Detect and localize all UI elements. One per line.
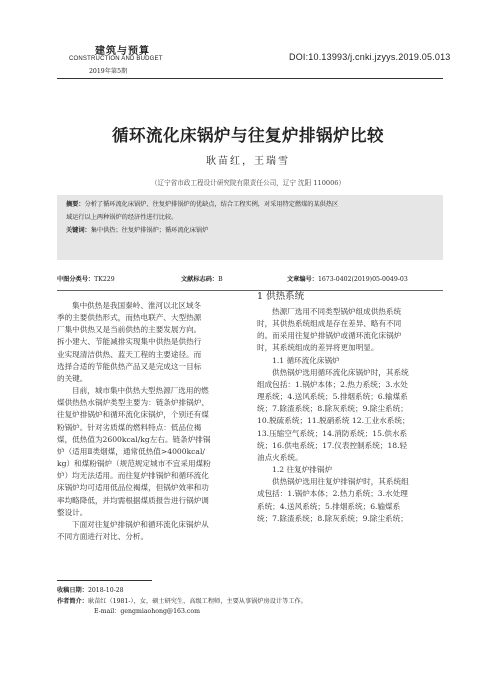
body-line: 整设计。: [57, 507, 88, 517]
body-line: 炉）均无法适用。而往复炉排锅炉和循环流化: [57, 471, 209, 481]
subsection-heading: 1.1 循环流化床锅炉: [272, 355, 340, 365]
doi-label: DOI:10.13993/j.cnki.jzyys.2019.05.013: [289, 52, 451, 62]
body-line: 供热锅炉选用循环流化床锅炉时，其系统: [272, 367, 409, 377]
body-line: 油点火系统。: [257, 452, 303, 462]
doc-code-field: [181, 274, 223, 283]
article-no-field: [287, 274, 408, 283]
journal-name-en: CONSTRUCTION AND BUDGET: [69, 56, 163, 62]
body-line: 集中供热是我国秦岭、淮河以北区域冬: [72, 301, 202, 310]
author-affiliation: （辽宁省市政工程设计研究院有限责任公司，辽宁 沈阳 110006）: [150, 179, 346, 187]
body-line: kg）和煤粉锅炉（规范规定城市不宜采用煤粉: [57, 459, 211, 469]
clc-label: 中图分类号：: [57, 276, 95, 283]
body-line: 时，其系统组成的差异将更加明显。: [257, 343, 379, 353]
body-line: 13.压缩空气系统；14.消防系统；15.供水系: [257, 428, 408, 438]
body-line: 理系统；4.送风系统；5.排烟系统；6.输煤系: [257, 392, 408, 402]
keywords-text: 集中供热；往复炉排锅炉；循环流化床锅炉: [90, 227, 209, 234]
clc-value: TK229: [94, 276, 115, 283]
body-line: 率均略降低，并均需根据煤质报告进行锅炉调: [57, 495, 209, 505]
body-column-left: [57, 300, 247, 543]
received-date: 2018-10-28: [87, 587, 124, 594]
body-line: 季的主要供热形式，而热电联产、大型热源: [57, 313, 202, 323]
subsection-heading: 1.2 往复炉排锅炉: [272, 465, 333, 475]
author-bio-label: 作者简介：: [57, 597, 88, 605]
article-no-value: 1673-0402(2019)05-0049-03: [317, 276, 408, 283]
author-bio: 耿苗红（1981-），女，硕士研究生，高级工程师，主要从事锅炉房设计等工作。: [87, 597, 307, 605]
body-line: 热源厂选用不同类型锅炉组成供热系统: [272, 307, 402, 316]
body-line: 统；7.除渣系统；8.除灰系统；9.除尘系统；: [257, 513, 408, 523]
abstract-line-1: [66, 201, 338, 209]
article-no-label: 文章编号：: [287, 276, 318, 283]
body-line: 统；16.供电系统；17.仪表控制系统；18.轻: [257, 440, 408, 450]
body-line: 选择合适的节能供热产品又是完成这一目标: [57, 361, 202, 371]
email-line: E-mail：gengmiaohong@163.com: [94, 608, 200, 615]
paper-authors: 耿苗红，王瑞雪: [206, 156, 290, 167]
body-column-right: [257, 288, 443, 525]
body-line: 往复炉排锅炉和循环流化床锅炉，个别还有煤: [57, 410, 209, 420]
footnote-rule: [57, 580, 152, 581]
keywords-line: [66, 227, 208, 235]
abstract-box: [57, 195, 443, 260]
abstract-line-2: 域运行以上两种锅炉的经济性进行比较。: [66, 214, 178, 221]
body-line: 统；7.除渣系统；8.除灰系统；9.除尘系统；: [257, 404, 408, 414]
clc-field: [57, 274, 115, 283]
abstract-text-1: 分析了循环流化床锅炉、往复炉排锅炉的优缺点，结合工程实例，对采用特定燃煤的某供热区: [84, 201, 339, 208]
body-line: 厂集中供热又是当前供热的主要发展方向。: [57, 325, 202, 335]
body-line: 10.脱硫系统；11.脱硝系统 12.工业水系统；: [257, 416, 410, 426]
body-line: 组成包括：1.锅炉本体；2.热力系统；3.水处: [257, 379, 408, 389]
body-line: 煤，低热值为2600kcal/kg左右。链条炉排锅: [57, 434, 211, 444]
body-line: 粉锅炉。针对劣质煤的燃料特点：低品位褐: [57, 422, 202, 432]
paper-title: 循环流化床锅炉与往复炉排锅炉比较: [112, 126, 384, 145]
section-heading: 1 供热系统: [257, 291, 305, 302]
body-line: 炉（适用Ⅱ类烟煤，通常低热值>4000kcal/: [57, 446, 205, 456]
issue-label: 2019年第5期: [89, 68, 128, 75]
doc-code-value: B: [218, 276, 223, 283]
abstract-label: 摘要：: [66, 201, 85, 208]
received-label: 收稿日期：: [57, 587, 88, 594]
body-line: 的。而采用往复炉排锅炉或循环流化床锅炉: [257, 331, 402, 341]
body-line: 系统；4.送风系统；5.排烟系统；6.输煤系: [257, 501, 401, 511]
doc-code-label: 文献标志码：: [181, 276, 219, 283]
journal-name: 建筑与预算: [95, 46, 150, 57]
footnote: [57, 586, 307, 618]
body-line: 煤供热热水锅炉类型主要为：链条炉排锅炉、: [57, 398, 209, 408]
body-line: 成包括：1.锅炉本体；2.热力系统；3.水处理: [257, 489, 408, 499]
body-line: 不同方面进行对比、分析。: [57, 531, 149, 541]
body-line: 时，其供热系统组成是存在差异、略有不同: [257, 319, 402, 329]
body-line: 目前，城市集中供热大型热源厂选用的燃: [72, 386, 209, 396]
body-line: 下面对往复炉排锅炉和循环流化床锅炉从: [72, 519, 209, 529]
body-line: 床锅炉均可适用低品位褐煤，但锅炉效率和功: [57, 483, 209, 493]
body-line: 供热锅炉选用往复炉排锅炉时，其系统组: [272, 477, 409, 487]
author-bio-line: [57, 597, 307, 608]
header-rule: [57, 78, 443, 79]
body-line: 的关键。: [57, 373, 88, 383]
body-line: 拆小建大、节能减排实现集中供热是供热行: [57, 337, 202, 347]
keywords-label: 关键词：: [66, 227, 91, 234]
body-line: 业实现清洁供热、蓝天工程的主要途径。而: [57, 349, 202, 359]
received-line: [57, 586, 307, 597]
